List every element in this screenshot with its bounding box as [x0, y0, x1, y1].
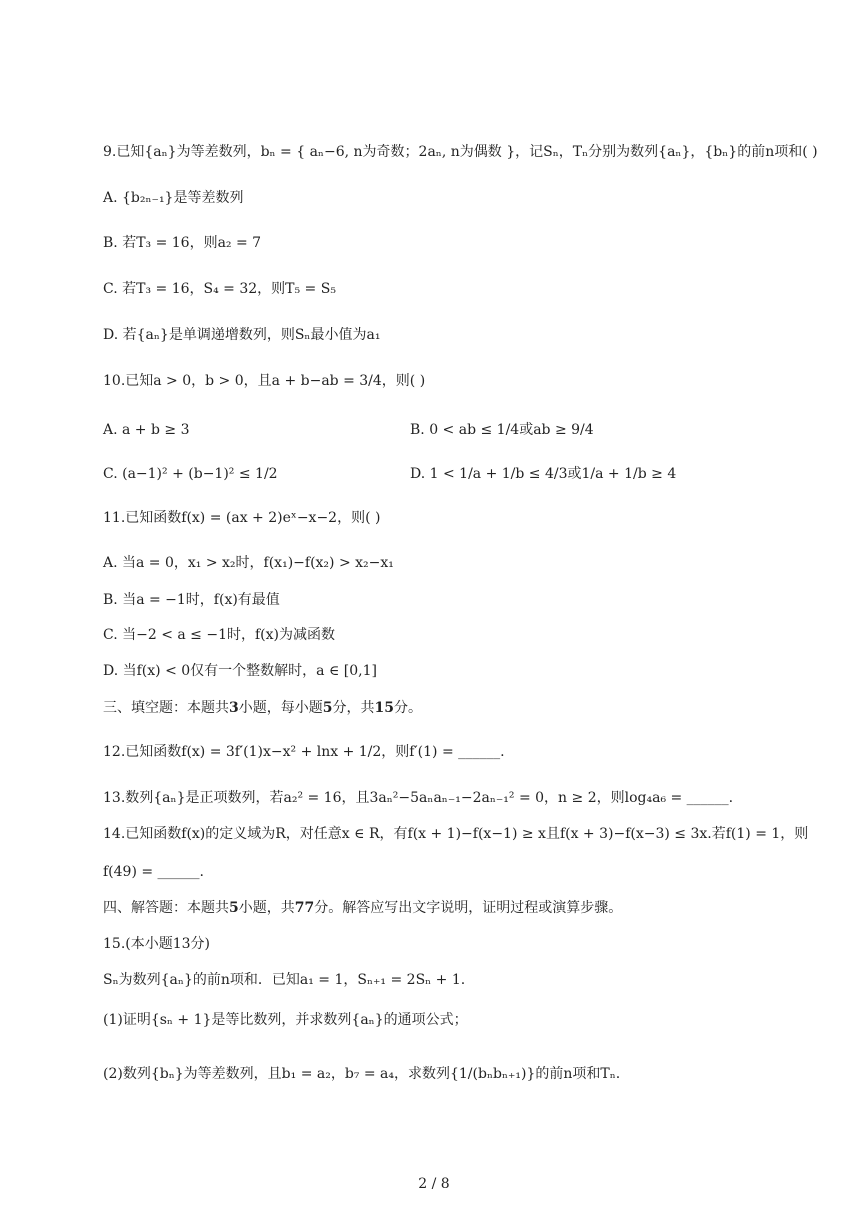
q10-stem: 10.已知a > 0，b > 0，且a + b−ab = 3/4，则( ): [103, 373, 426, 389]
section-4-heading: [103, 898, 622, 918]
q12: 12.已知函数f(x) = 3f′(1)x−x² + lnx + 1/2，则f′(1) = ______.: [103, 744, 505, 760]
q15-part1: (1)证明{sₙ + 1}是等比数列，并求数列{aₙ}的通项公式；: [103, 1012, 468, 1028]
q11-option-d: D. 当f(x) < 0仅有一个整数解时，a ∈ [0,1]: [103, 663, 377, 679]
section-3-each: 5: [322, 700, 333, 716]
q14-line2: f(49) = ______.: [103, 864, 205, 880]
section-3-heading: [103, 698, 422, 718]
q11-option-b: B. 当a = −1时，f(x)有最值: [103, 592, 280, 608]
q15-title: 15.(本小题13分): [103, 936, 211, 952]
q10-option-c: C. (a−1)² + (b−1)² ≤ 1/2: [103, 466, 278, 482]
q10-option-b: B. 0 < ab ≤ 1/4或ab ≥ 9/4: [410, 422, 594, 438]
section-4-mid: 小题，共: [238, 900, 295, 916]
q13: 13.数列{aₙ}是正项数列，若a₂² = 16，且3aₙ²−5aₙaₙ₋₁−2aₙ₋₁² = 0，n ≥ 2，则log₄a₆ = ______.: [103, 790, 734, 806]
q11-option-a: A. 当a = 0，x₁ > x₂时，f(x₁)−f(x₂) > x₂−x₁: [103, 555, 394, 571]
q9-option-c: C. 若T₃ = 16，S₄ = 32，则T₅ = S₅: [103, 281, 336, 297]
section-3-pre: 三、填空题：本题共: [103, 700, 229, 716]
q9-option-b: B. 若T₃ = 16，则a₂ = 7: [103, 235, 262, 251]
q10-option-d: D. 1 < 1/a + 1/b ≤ 4/3或1/a + 1/b ≥ 4: [410, 466, 677, 482]
section-4-post: 分。解答应写出文字说明，证明过程或演算步骤。: [314, 900, 623, 916]
section-3-count: 3: [229, 700, 239, 716]
section-3-mid1: 小题，每小题: [238, 700, 323, 716]
section-3-total: 15: [374, 700, 394, 716]
section-4-count: 5: [229, 900, 239, 916]
page-number: 2 / 8: [418, 1176, 450, 1192]
section-3-mid2: 分，共: [332, 700, 375, 716]
section-4-pre: 四、解答题：本题共: [103, 900, 229, 916]
q15-stem: Sₙ为数列{aₙ}的前n项和．已知a₁ = 1，Sₙ₊₁ = 2Sₙ + 1.: [103, 972, 466, 988]
section-3-post: 分。: [393, 700, 422, 716]
q9-option-d: D. 若{aₙ}是单调递增数列，则Sₙ最小值为a₁: [103, 327, 381, 343]
q10-option-a: A. a + b ≥ 3: [103, 422, 190, 438]
q11-option-c: C. 当−2 < a ≤ −1时，f(x)为减函数: [103, 627, 335, 643]
section-4-total: 77: [294, 900, 315, 916]
q15-part2: (2)数列{bₙ}为等差数列，且b₁ = a₂，b₇ = a₄，求数列{1/(bₙbₙ₊₁)}的前n项和Tₙ.: [103, 1066, 621, 1082]
q9-option-a: A. {b₂ₙ₋₁}是等差数列: [103, 190, 244, 206]
q11-stem: 11.已知函数f(x) = (ax + 2)eˣ−x−2，则( ): [103, 510, 381, 526]
q14-line1: 14.已知函数f(x)的定义域为R，对任意x ∈ R，有f(x + 1)−f(x−1) ≥ x且f(x + 3)−f(x−3) ≤ 3x.若f(1) = 1，则: [103, 826, 809, 842]
q9-stem: 9.已知{aₙ}为等差数列，bₙ = { aₙ−6, n为奇数；2aₙ, n为偶数 }，记Sₙ，Tₙ分别为数列{aₙ}，{bₙ}的前n项和( ): [103, 144, 818, 160]
